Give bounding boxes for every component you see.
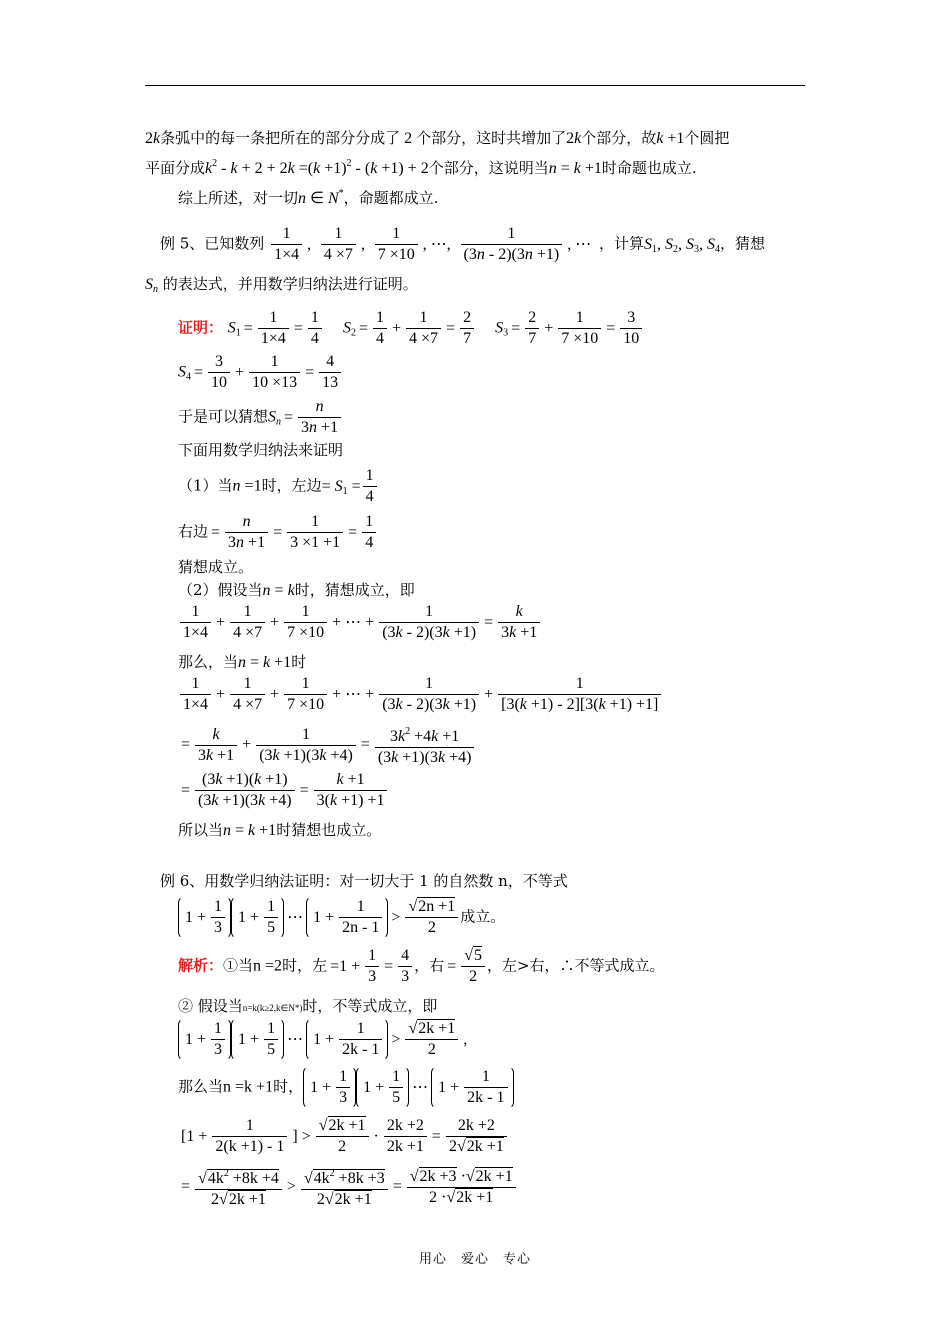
proof-step2: （2）假设当n = k时，猜想成立，即 — [178, 581, 415, 599]
text-line-3: 综上所述，对一切n ∈ N*，命题都成立. — [178, 188, 439, 207]
proof-s4: $S_4$ = $\frac{3}{10}$ + $\frac{1}{10 \times 13}$ = $\frac{4}{13}$ — [178, 352, 343, 393]
text-line-1: 2k条弧中的每一条把所在的部分分成了 2 个部分，这时共增加了2k个部分，故k +1个圆把 — [145, 129, 730, 147]
proof-step1: （1）当n =1时，左边= $S_1$ = $\frac{1}{4}$ — [178, 466, 379, 507]
proof-eq2: = $\frac{k}{3k +1}$ + $\frac{1}{(3k +1)(3k +4)}$ = $\frac{3k^2 +4k +1}{(3k +1)(3k +4)}$ — [178, 722, 476, 768]
proof-label: 证明： — [178, 318, 224, 337]
example6-statement: 例 6、用数学归纳法证明：对一切大于 1 的自然数 n，不等式 — [160, 872, 568, 890]
proof-induction: 下面用数学归纳法来证明 — [178, 441, 344, 459]
proof-sum-k1: $\frac{1}{1\times 4}$ + $\frac{1}{4 \times 7}$ + $\frac{1}{7 \times 10}$ + ⋯ + $\frac{1}{(3k - 2)(3k +1)}$ + $\frac{1}{[3(k +1) - 2][3(k +1) +1]}$ — [178, 674, 663, 715]
example6-hyp-ineq: 1 + $\frac{1}{3}$ 1 + $\frac{1}{5}$ ⋯ 1 + $\frac{1}{2k - 1}$ > $\frac{√2k +1}{2}$ , — [178, 1018, 470, 1061]
proof-s1-s3: 证明： $S_1$ = $\frac{1}{1\times 4}$ = $\frac{1}{4}$ $S_2$ = $\frac{1}{4}$ + $\frac{1}{4 \times 7}$ = $\frac{2}{7}$ $S_3$ = $\frac{2}{7}$ + $\frac{1}{7 \times 10}$ = $\frac{3}{10}$ — [178, 308, 644, 349]
example6-step: [1 + $\frac{1}{2(k +1) - 1}$ ] > $\frac{√2k +1}{2}$ · $\frac{2k +2}{2k +1}$ = $\frac{2k +2}{2√2k +1}$ — [178, 1116, 509, 1157]
page-footer: 用心 爱心 专心 — [418, 1252, 531, 1267]
example5-statement: 例 5、已知数列 $\frac{1}{1\times 4}$ , $\frac{1}{4 \times 7}$ , $\frac{1}{7 \times 10}$ , ⋯, $\frac{1}{(3n - 2)(3n +1)}$ , ⋯ ，计算$S_1$, $S_2$, $S_3$, $S_4$，猜想 — [160, 225, 766, 263]
fraction: $\frac{1}{1\times 4}$ — [271, 224, 302, 265]
proof-holds: 猜想成立。 — [178, 558, 254, 576]
text-line-2: 平面分成$k^2 - k + 2 + 2k =(k +1)^2 - (k +1) + 2$个部分，这说明当n = k +1时命题也成立. — [145, 158, 697, 177]
header-rule — [145, 85, 805, 86]
proof-right: 右边 = $\frac{n}{3n +1}$ = $\frac{1}{3 \times 1 +1}$ = $\frac{1}{4}$ — [178, 512, 378, 553]
proof-conjecture: 于是可以猜想$S_n$ = $\frac{n}{3n +1}$ — [178, 397, 343, 438]
proof-conclusion: 所以当n = k +1时猜想也成立。 — [178, 821, 382, 839]
proof-eq3: = $\frac{(3k +1)(k +1)}{(3k +1)(3k +4)}$ = $\frac{k +1}{3(k +1) +1}$ — [178, 770, 389, 811]
proof-then: 那么，当n = k +1时 — [178, 653, 307, 671]
example6-step2: = $\frac{√4k^2 +8k +4}{2√2k +1}$ > $\frac{√4k^2 +8k +3}{2√2k +1}$ = $\frac{√2k +3 \cdot√2k +1}{2 \cdot√2k +1}$ — [178, 1164, 518, 1210]
proof-hyp-eq: $\frac{1}{1\times 4}$ + $\frac{1}{4 \times 7}$ + $\frac{1}{7 \times 10}$ + ⋯ + $\frac{1}{(3k - 2)(3k +1)}$ = $\frac{k}{3k +1}$ — [178, 602, 542, 643]
example6-analysis: 解析：①当n =2时，左 =1 + $\frac{1}{3}$ = $\frac{4}{3}$ ，右 = $\frac{√5}{2}$ ，左>右，∴不等式成立。 — [178, 947, 665, 985]
example6-then: 那么当n =k +1时， 1 + $\frac{1}{3}$ 1 + $\frac{1}{5}$ ⋯ 1 + $\frac{1}{2k - 1}$ — [178, 1066, 514, 1109]
example6-hypothesis: ② 假设当n=k(k≥2,k∈N*)时，不等式成立，即 — [178, 997, 438, 1015]
example6-inequality: 1 + $\frac{1}{3}$ 1 + $\frac{1}{5}$ ⋯ 1 + $\frac{1}{2n - 1}$ > $\frac{√2n +1}{2}$ 成立。 — [178, 896, 505, 939]
example5-statement-2: $S_n$ 的表达式，并用数学归纳法进行证明。 — [145, 275, 418, 295]
